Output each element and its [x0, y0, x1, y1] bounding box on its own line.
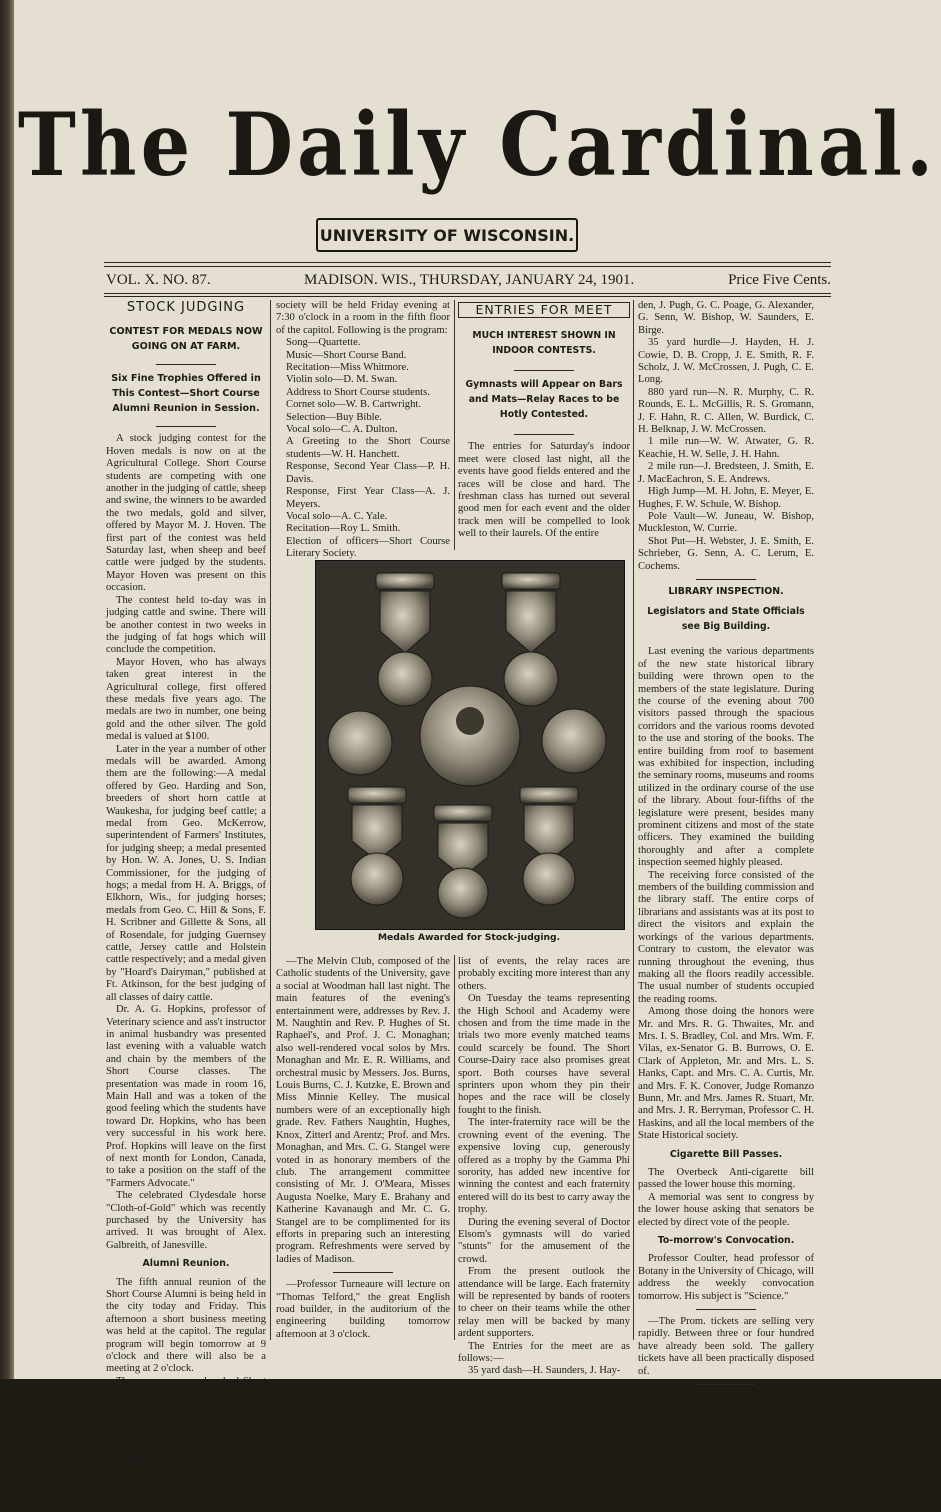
column-rule-2b [454, 955, 455, 1340]
separator [696, 1309, 756, 1310]
separator [156, 364, 216, 365]
headline-convocation: To-morrow's Convocation. [657, 1235, 795, 1247]
headline-stock-judging: STOCK JUDGING [126, 300, 246, 315]
deck-library: Legislators and State Officials see Big Building. [647, 606, 805, 633]
rule-bottom [104, 293, 831, 294]
separator [696, 1384, 756, 1385]
program-item: Vocal solo—C. A. Dulton. [286, 424, 398, 436]
paragraph: society will be held Friday evening at 7:30 o'clock in a room in the fifth floor of the capitol. Following is the program: [276, 300, 450, 336]
program-item: A Greeting to the Short Course students—W. H. Hanchett. [286, 436, 450, 460]
newspaper-page [14, 0, 941, 1511]
page-binding [0, 0, 14, 1379]
column-stock-judging [106, 300, 266, 1512]
rule-bottom-2 [104, 296, 831, 297]
entry-list: Pole Vault—W. Juneau, W. Bishop, Muckleston, W. Currie. [638, 510, 814, 535]
price: Price Five Cents. [728, 272, 831, 288]
paragraph: The inter-fraternity race will be the crowning event of the evening. The expensive loving cup, generously offered as a trophy by the Gamma Phi sorority, has added new incentive for winning the contest and each fraternity entered will do its best to carry away the trophy. [458, 1117, 630, 1216]
paragraph: On Tuesday the teams representing the High School and Academy were chosen and from the time made in the trials two more evenly matched teams could scarcely be found. The Short Course-Dairy race also promises great sport. Both courses have several sprinters upon whom they pin their hopes and the race will be closely fought to the finish. [458, 993, 630, 1116]
separator [333, 1272, 393, 1273]
paragraph: There are over one hundred Short Course alumni here from all parts of the state. Tomorrow all work in the Agricultural College will be dispensed with so that all students may attend the meetings. [106, 1375, 266, 1449]
column-rule-1 [270, 300, 271, 1340]
deck-meet-1: MUCH INTEREST SHOWN IN INDOOR CONTESTS. [472, 330, 616, 357]
subhead-joint-literary: Joint Literary Meeting. [126, 1456, 246, 1468]
program-item: Music—Short Course Band. [286, 349, 407, 361]
paragraph: Among those doing the honors were Mr. and Mrs. R. G. Thwaites, Mr. and Mrs. I. S. Bradley, Col. and Mrs. Wm. F. Vilas, ex-Senator G. B. Burrows, O. E. Clark of Appleton, Mr. and Mrs. L. S. Hanks, Capt. and Mrs. C. A. Curtis, Mr. and Mrs. F. K. Conover, Judge Romanzo Bunn, Mr. and Mrs. James R. Stuart, Mr. and Mrs. J. R. Berryman, Professor C. H. Haskins, and all the local members of the State Historical society. [638, 1006, 814, 1142]
program-item: Selection—Buy Bible. [286, 411, 382, 423]
paragraph: Mayor Hoven, who has always taken great interest in the Agricultural college, first offered these medals five years ago. The medals are two in number, one being gold and the other silver. The gold medal is valued at $100. [106, 656, 266, 743]
column-rule-3 [633, 300, 634, 1340]
program-item: Recitation—Roy L. Smith. [286, 523, 401, 535]
rule-top [104, 262, 831, 263]
subhead-alumni-reunion: Alumni Reunion. [142, 1258, 230, 1270]
dateline [106, 272, 831, 294]
paragraph: A memorial was sent to congress by the lower house asking that senators be elected by direct vote of the people. [638, 1191, 814, 1228]
program-item: Recitation—Miss Whitmore. [286, 362, 409, 374]
place-date: MADISON. WIS., THURSDAY, JANUARY 24, 1901. [304, 272, 635, 288]
entry-list: 880 yard run—N. R. Murphy, C. R. Rounds, E. L. McGillis, R. S. Gromann, J. F. Hahn, R. C. Allen, W. Burdick, C. H. Belknap, J. W. McCrossen. [638, 386, 814, 436]
column-entries-for-meet [458, 300, 630, 541]
paragraph: A stock judging contest for the Hoven medals is now on at the Agricultural College. Short Course students are competing with one another in the judging of cattle, sheep and swine, the winners to be awarded the two medals, gold and silver, offered by Mayor M. J. Hoven. The first part of the contest was held Saturday last, when sheep and beef cattle were judged by the students. Mayor Hoven was present on this occasion. [106, 433, 266, 594]
paragraph: A joint meeting of the Short Course Alumni and the Short Course Literary [106, 1474, 266, 1511]
program-item: Song—Quartette. [286, 337, 361, 349]
paragraph: The Entries for the meet are as follows:— [458, 1340, 630, 1364]
medals-image [316, 561, 624, 929]
headline-library-inspection: LIBRARY INSPECTION. [668, 585, 784, 597]
program-item: Cornet solo—W. B. Cartwright. [286, 399, 421, 411]
headline-entries-for-meet: ENTRIES FOR MEET [458, 302, 630, 318]
deck-stock-2: Six Fine Trophies Offered in This Contest—Short Course Alumni Reunion in Session. [111, 373, 261, 415]
paragraph: —The Melvin Club, composed of the Catholic students of the University, gave a social at Woodman hall last night. The main features of the evening's entertainment were, addresses by Rev. J. M. Naughtin and Rev. P. Hughes of St. Raphael's, and Prof. J. C. Monaghan; also well-rendered vocal solos by Mrs. Monaghan and Mr. E. R. Williams, and orchestral music by Messers. Jos. Burns, Louis Burns, C. J. Kutzke, E. Brown and Miss Minnie Kelley. The musical numbers were of an exceptionally high grade. Rev. Fathers Naughtin, Hughes, Knox, Zitterl and Arentz; Prof. and Mrs. Monaghan, and Mrs. C. G. Stangel were voted in as honorary members of the club. The arrangement committee consisting of Mr. J. O'Meara, Misses Augusta Noelke, Mary E. Brahany and Katherine Kavanaugh and Mr. C. G. Stangel are to be complimented for its efforts in preparing such an interesting program. Refreshments were served by ladies of Madison. [276, 956, 450, 1265]
paragraph: —J. W. Schuster has entered upon his duties as fellow in Electrical Engineering. [638, 1391, 814, 1427]
paragraph: The fifth annual reunion of the Short Course Alumni is being held in the city today and Friday. This afternoon a short business meeting was held at the capitol. The regular program will begin tomorrow at 9 o'clock and there will also be a meeting at 2 o'clock. [106, 1276, 266, 1375]
medals-photo [315, 560, 625, 930]
entry-list: Shot Put—H. Webster, J. E. Smith, E. Schrieber, G. Senn, A. C. Lerum, E. Cochems. [638, 535, 814, 572]
column-melvin-club [276, 956, 450, 1341]
separator [696, 579, 756, 580]
entry-list: 1 mile run—W. W. Atwater, G. R. Keachie, H. W. Selle, J. H. Hahn. [638, 436, 814, 460]
paragraph: The celebrated Clydesdale horse "Cloth-of-Gold" which was recently purchased by the University has arrived. It was brought of Alex. Galbreith, of Janesville. [106, 1190, 266, 1251]
rule-top-2 [104, 266, 831, 267]
deck-meet-2: Gymnasts will Appear on Bars and Mats—Relay Races to be Hotly Contested. [465, 379, 623, 421]
program-item: Vocal solo—A. C. Yale. [286, 510, 388, 522]
separator [514, 434, 574, 435]
paragraph: Dr. A. G. Hopkins, professor of Veterinary science and ass't instructor in animal husbandry was presented last evening with a valuable watch and chain by the members of the Short Course classes. The presentation was made in room 16, Main Hall and was a token of the good feeling which the students have toward Dr. Hopkins, who has been very successful in his work here. Prof. Hopkins will leave on the first of next month for London, Canada, to take a position on the staff of the "Farmers Advocate." [106, 1004, 266, 1189]
paragraph: From the present outlook the attendance will be large. Each fraternity will be represented by bands of rooters to cheer on their teams while the other relay men will be backed by many ardent supporters. [458, 1266, 630, 1340]
program-item: Election of officers—Short Course Literary Society. [286, 535, 450, 560]
paragraph: The entries for Saturday's indoor meet were closed last night, all the events have good fields entered and the races will be close and hard. The freshman class has turned out several good men for each event and the older track men will be compelled to look well to their laurels. Of the entire [458, 441, 630, 540]
paragraph: Professor Coulter, head professor of Botany in the University of Chicago, will address the weekly convocation tomorrow. His subject is "Science." [638, 1253, 814, 1302]
program-item: Address to Short Course students. [286, 386, 430, 398]
paragraph: The Overbeck Anti-cigarette bill passed the lower house this morning. [638, 1167, 814, 1191]
paragraph: During the evening several of Doctor Elsom's gymnasts will do varied "stunts" for the amusement of the crowd. [458, 1216, 630, 1265]
photo-caption: Medals Awarded for Stock-judging. [377, 932, 561, 943]
column-meet-continued [458, 956, 630, 1378]
paragraph: Last evening the various departments of the new state historical library building were thrown open to the members of the state legislature. During the course of the evening about 700 visitors passed through the spacious corridors and the various rooms devoted to the use and storing of the books. The entire building from roof to basement was exhibited for inspection, including the seminary rooms, museums and rooms utilized in the ordinary course of the use of the library. About four-fifths of the legislature were present, besides many prominent citizens and most of the state officers. They examined the building thoroughly and after a complete inspection seemed highly pleased. [638, 646, 814, 869]
program-item: Violin solo—D. M. Swan. [286, 374, 398, 386]
column-program [276, 300, 450, 561]
column-library [638, 300, 814, 1428]
program-item: Response, Second Year Class—P. H. Davis. [286, 461, 450, 485]
paragraph: —The Prom. tickets are selling very rapidly. Between three or four hundred have already been sold. The gallery tickets have all been practically disposed of. [638, 1316, 814, 1377]
separator [156, 426, 216, 427]
entry-list: 2 mile run—J. Bredsteen, J. Smith, E. J. MacEachron, S. E. Andrews. [638, 461, 814, 485]
paragraph: —Professor Turneaure will lecture on "Thomas Telford," the great English road builder, in the auditorium of the engineering building tomorrow afternoon at 3 o'clock. [276, 1279, 450, 1340]
entry-list: High Jump—M. H. John, E. Meyer, E. Hughes, F. W. Schule, W. Bishop. [638, 486, 814, 510]
volume-number: VOL. X. NO. 87. [106, 272, 211, 288]
separator [514, 370, 574, 371]
headline-cigarette-bill: Cigarette Bill Passes. [669, 1148, 783, 1160]
column-rule-2 [454, 300, 455, 550]
paragraph: The contest held to-day was in judging cattle and swine. There will be another contest in two weeks in the judging of fat hogs which will conclude the competition. [106, 594, 266, 656]
paragraph: Later in the year a number of other medals will be awarded. Among them are the following:—A medal offered by Geo. Harding and Son, breeders of short horn cattle at Waukesha, for judging beef cattle; a medal from Geo. McKerrow, superintendent of Farmers' Institutes, for judging sheep; a medal presented by Hon. W. A. Jones, U. S. Indian Commissioner, for the judging of hogs; a medal from H. A. Briggs, of Elkhorn, Wis., for judging horses; medals from Geo. C. Hill & Sons, F. H. Scribner and Gillette & Sons, all of Rosendale, for judging Guernsey cattle, Jersey cattle and Holstein cattle respectively; and a medal given by "Hoard's Dairyman," published at Ft. Atkinson, for the best judging of all classes of dairy cattle. [106, 743, 266, 1003]
masthead-title: The Daily Cardinal. [17, 94, 938, 197]
paragraph: The receiving force consisted of the members of the building commission and the library staff. The entire corps of librarians and assistants was at its post to direct the visitors and explain the workings of the various departments. Contrary to custom, the elevator was running throughout the evening, thus making all the floors readily accessible. The usual number of students occupied the reading rooms. [638, 869, 814, 1005]
deck-stock-1: CONTEST FOR MEDALS NOW GOING ON AT FARM. [109, 326, 263, 353]
paragraph: list of events, the relay races are probably exciting more interest than any others. [458, 956, 630, 992]
paragraph: 35 yard dash—H. Saunders, J. Hay- [468, 1365, 621, 1377]
entry-list: 35 yard hurdle—J. Hayden, H. J. Cowie, D. B. Cropp, J. E. Smith, R. F. Scholz, J. W. McCrossen, J. Pugh, C. E. Long. [638, 337, 814, 386]
program-item: Response, First Year Class—A. J. Meyers. [286, 486, 450, 510]
university-banner: UNIVERSITY OF WISCONSIN. [316, 218, 578, 252]
entry-list: den, J. Pugh, G. C. Poage, G. Alexander, G. Senn, W. Bishop, W. Saunders, E. Birge. [638, 300, 814, 336]
